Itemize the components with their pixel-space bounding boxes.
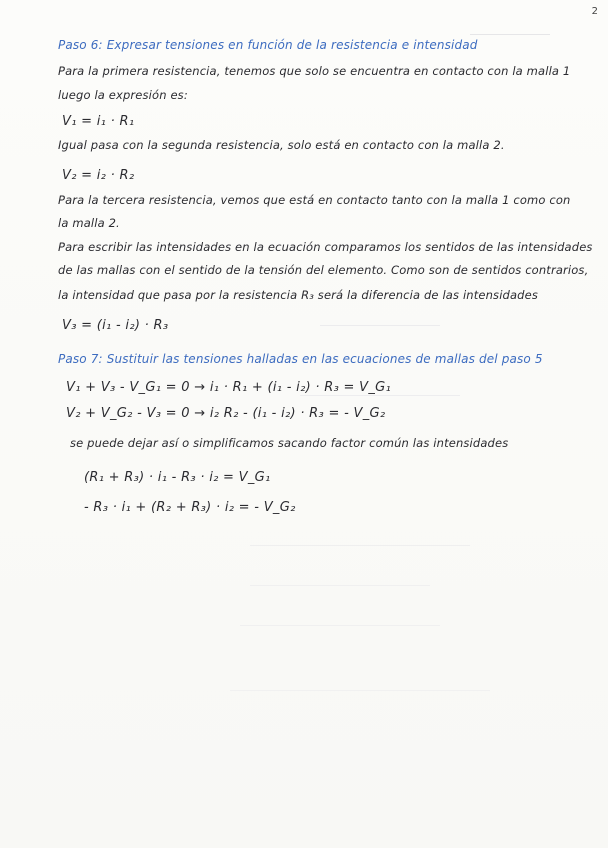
bleed-through-mark bbox=[300, 395, 460, 396]
text-line: de las mallas con el sentido de la tensión del elemento. Como son de sentidos contrarios, bbox=[58, 263, 589, 277]
bleed-through-mark bbox=[230, 690, 490, 691]
step-6-heading: Paso 6: Expresar tensiones en función de la resistencia e intensidad bbox=[58, 38, 478, 52]
text-line: Igual pasa con la segunda resistencia, solo está en contacto con la malla 2. bbox=[58, 138, 505, 152]
equation-mesh-2: V₂ + V_G₂ - V₃ = 0 → i₂ R₂ - (i₁ - i₂) · R₃ = - V_G₂ bbox=[66, 406, 386, 421]
bleed-through-mark bbox=[320, 325, 440, 326]
bleed-through-mark bbox=[240, 625, 440, 626]
equation-mesh-1: V₁ + V₃ - V_G₁ = 0 → i₁ · R₁ + (i₁ - i₂) · R₃ = V_G₁ bbox=[66, 380, 392, 395]
equation-v2: V₂ = i₂ · R₂ bbox=[62, 168, 135, 183]
text-line: luego la expresión es: bbox=[58, 88, 188, 102]
bleed-through-mark bbox=[250, 545, 470, 546]
text-line: Para la tercera resistencia, vemos que está en contacto tanto con la malla 1 como con bbox=[58, 193, 571, 207]
text-line: la intensidad que pasa por la resistencia R₃ será la diferencia de las intensidades bbox=[58, 288, 539, 302]
page-number: 2 bbox=[591, 6, 598, 17]
step-7-heading: Paso 7: Sustituir las tensiones halladas en las ecuaciones de mallas del paso 5 bbox=[58, 352, 543, 366]
equation-v3: V₃ = (i₁ - i₂) · R₃ bbox=[62, 318, 169, 333]
text-line: Para escribir las intensidades en la ecuación comparamos los sentidos de las intensidades bbox=[58, 240, 593, 254]
equation-v1: V₁ = i₁ · R₁ bbox=[62, 114, 135, 129]
equation-simplified-2: - R₃ · i₁ + (R₂ + R₃) · i₂ = - V_G₂ bbox=[84, 500, 296, 515]
text-line: la malla 2. bbox=[58, 216, 120, 230]
equation-simplified-1: (R₁ + R₃) · i₁ - R₃ · i₂ = V_G₁ bbox=[84, 470, 271, 485]
bleed-through-mark bbox=[250, 585, 430, 586]
text-line: Para la primera resistencia, tenemos que solo se encuentra en contacto con la malla 1 bbox=[58, 64, 571, 78]
text-line: se puede dejar así o simplificamos sacando factor común las intensidades bbox=[70, 436, 509, 450]
bleed-through-mark bbox=[470, 34, 550, 35]
